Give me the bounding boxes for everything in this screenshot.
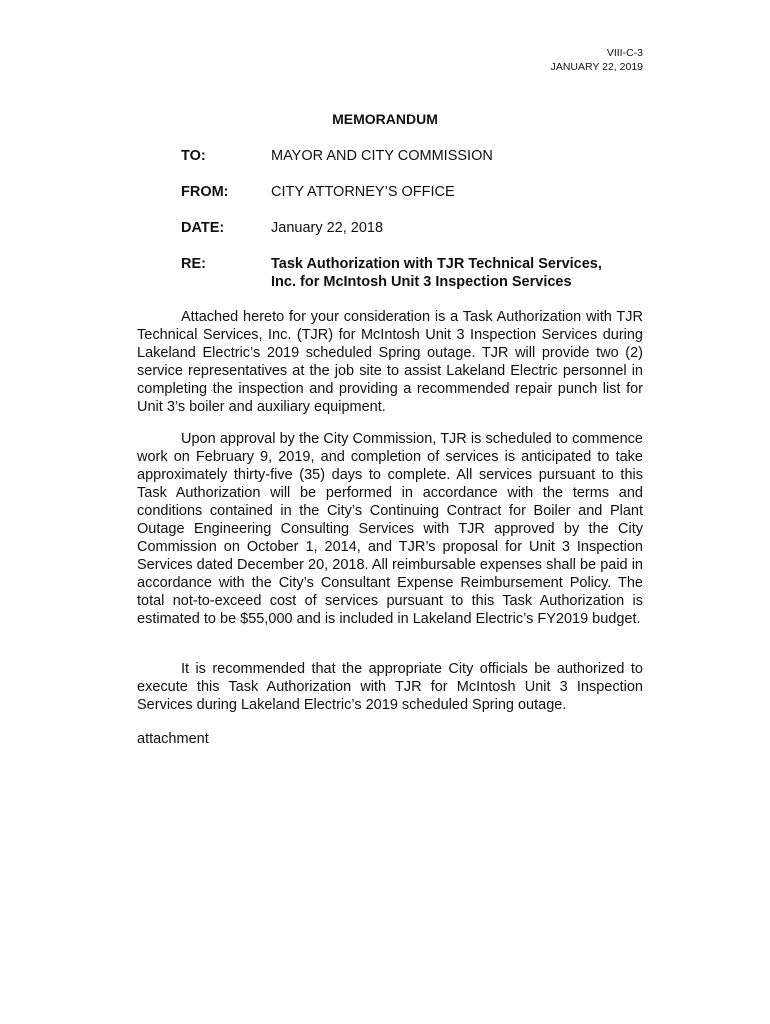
re-subject-line-2: Inc. for McIntosh Unit 3 Inspection Services xyxy=(271,274,572,290)
from-label: FROM: xyxy=(181,184,229,200)
agenda-date: JANUARY 22, 2019 xyxy=(550,61,643,73)
attachment-note: attachment xyxy=(137,731,209,747)
paragraph-1: Attached hereto for your consideration is a Task Authorization with TJR Technical Services, Inc. (TJR) for McIntosh Unit 3 Inspection Services during Lakeland Electric’s 2019 scheduled Spring outage. TJR will provide two (2) service representatives at the job site to assist Lakeland Electric personnel in completing the inspection and providing a recommended repair punch list for Unit 3’s boiler and auxiliary equipment. xyxy=(137,309,643,415)
from-value: CITY ATTORNEY’S OFFICE xyxy=(271,184,455,200)
re-label: RE: xyxy=(181,256,206,272)
agenda-reference xyxy=(551,46,643,74)
date-label: DATE: xyxy=(181,220,225,236)
to-label: TO: xyxy=(181,148,206,164)
paragraph-2: Upon approval by the City Commission, TJR is scheduled to commence work on February 9, 2019, and completion of services is anticipated to take approximately thirty-five (35) days to complete. All services pursuant to this Task Authorization will be performed in accordance with the terms and conditions contained in the City’s Continuing Contract for Boiler and Plant Outage Engineering Consulting Services with TJR approved by the City Commission on October 1, 2014, and TJR’s proposal for Unit 3 Inspection Services dated December 20, 2018. All reimbursable expenses shall be paid in accordance with the City’s Consultant Expense Reimbursement Policy. The total not-to-exceed cost of services pursuant to this Task Authorization is estimated to be $55,000 and is included in Lakeland Electric’s FY2019 budget. xyxy=(137,431,643,627)
date-value: January 22, 2018 xyxy=(271,220,384,236)
paragraph-3: It is recommended that the appropriate City officials be authorized to execute this Task Authorization with TJR for McIntosh Unit 3 Inspection Services during Lakeland Electric’s 2019 scheduled Spring outage. xyxy=(137,661,643,713)
re-subject-line-1: Task Authorization with TJR Technical Services, xyxy=(271,256,602,272)
agenda-item-code: VIII-C-3 xyxy=(606,47,643,59)
memo-title: MEMORANDUM xyxy=(332,111,438,127)
to-value: MAYOR AND CITY COMMISSION xyxy=(271,148,493,164)
